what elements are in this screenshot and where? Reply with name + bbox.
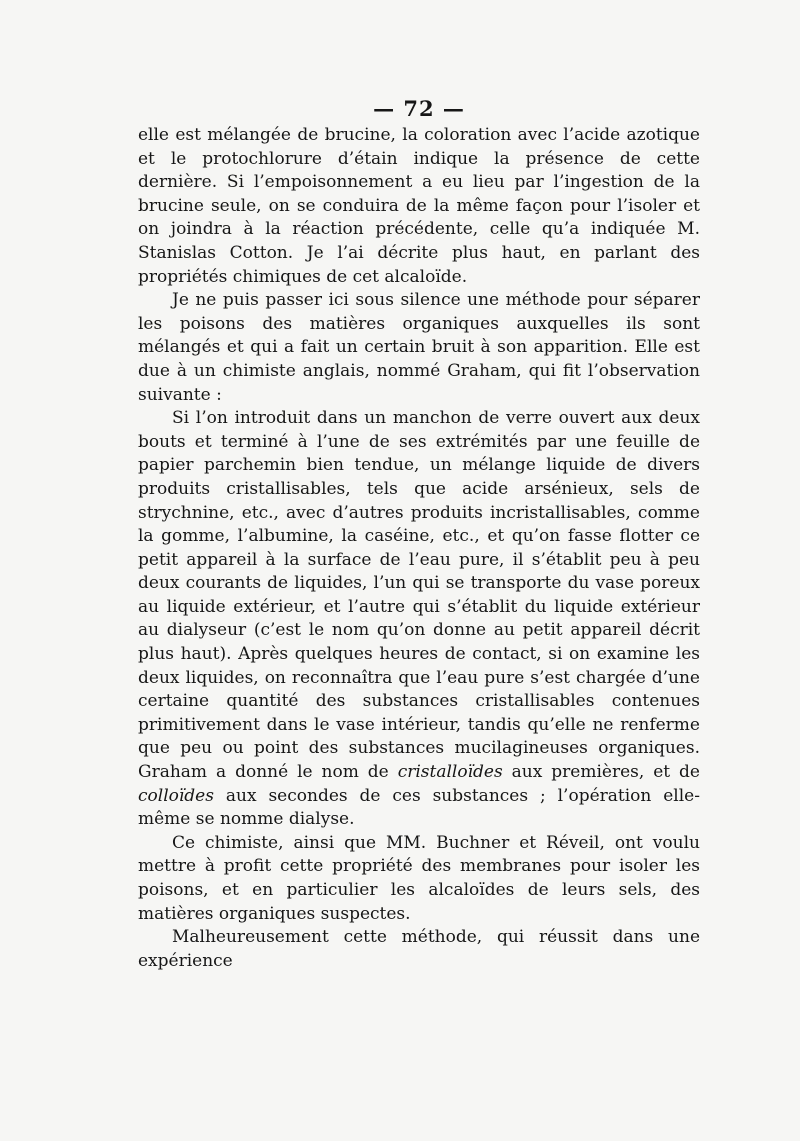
paragraph-text: Si l’on introduit dans un manchon de verre ouvert aux deux bouts et terminé à l’une de ses extrémités par une feuille de papier parchemin bien tendue, un mélange liquide de divers produits cristallisables, tels que acide arsénieux, sels de strychnine, etc., avec d’autres produits incristallisables, comme la gomme, l’albumine, la caséine, etc., et qu’on fasse flotter ce petit appareil à la surface de l’eau pure, il s’établit peu à peu deux courants de liquides, l’un qui se transporte du vase poreux au liquide extérieur, et l’autre qui s’établit du liquide extérieur au dialyseur (c’est le nom qu’on donne au petit appareil décrit plus haut). Après quelques heures de contact, si on examine les deux liquides, on reconnaîtra que l’eau pure s’est chargée d’une certaine quantité des substances cristallisables contenues primitivement dans le vase intérieur, tandis qu’elle ne renferme que peu ou point des substances mucilagineuses organiques. Graham a donné le nom de [138,408,700,783]
paragraph-dialysis-description [138,407,700,832]
paragraph-text: aux secondes de ces substances ; l’opération elle-même se nomme dialyse. [138,785,700,830]
paragraph-text: elle est mélangée de brucine, la coloration avec l’acide azotique et le protochlorure d’étain indique la présence de cette dernière. Si l’empoisonnement a eu lieu par l’ingestion de la brucine seule, on se conduira de la même façon pour l’isoler et on joindra à la réaction précédente, celle qu’a indiquée M. Stanislas Cotton. Je l’ai décrite plus haut, en parlant des propriétés chimiques de cet alcaloïde. [138,125,700,287]
paragraph-method-intro [138,289,700,407]
page-number: — 72 — [373,96,465,121]
paragraph-text: aux premières, et de [502,762,700,783]
paragraph-unfortunately [138,926,700,973]
paragraph-text: Malheureusement cette méthode, qui réussit dans une expérience [138,927,700,971]
paragraph-brucine [138,124,700,289]
paragraph-text: Ce chimiste, ainsi que MM. Buchner et Réveil, ont voulu mettre à profit cette propriété des membranes pour isoler les poisons, et en particulier les alcaloïdes de leurs sels, des matières organiques suspectes. [138,832,700,924]
term-cristalloides: cristalloïdes [397,762,503,783]
term-colloides: colloïdes [138,785,214,806]
body-text [138,124,700,973]
paragraph-buchner-reveil [138,832,700,926]
paragraph-text: Je ne puis passer ici sous silence une méthode pour séparer les poisons des matières organiques auxquelles ils sont mélangés et qui a fait un certain bruit à son apparition. Elle est due à un chimiste anglais, nommé Graham, qui fit l’observation suivante : [138,290,700,405]
